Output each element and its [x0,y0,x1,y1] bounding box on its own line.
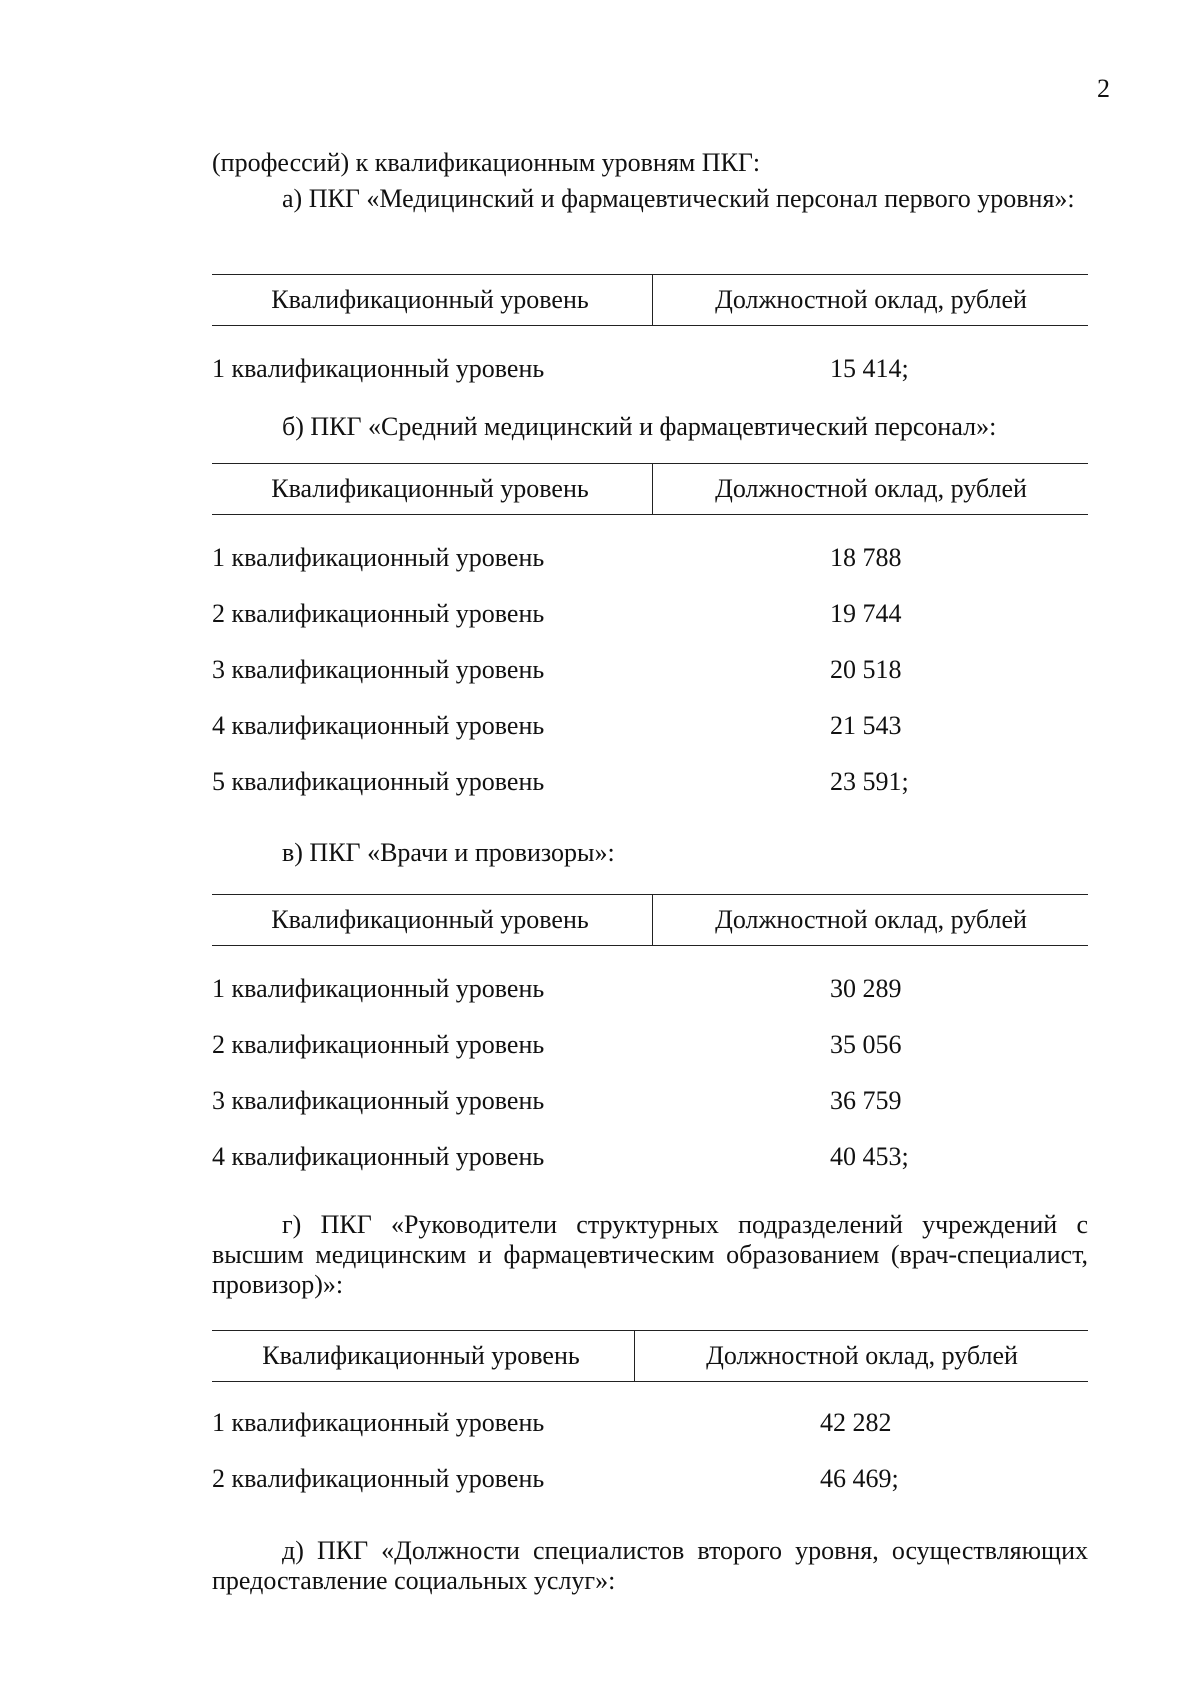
table-g-col-level: Квалификационный уровень [262,1341,580,1370]
table-g-col-divider [634,1331,635,1381]
table-v-col-level: Квалификационный уровень [271,905,589,934]
row-salary: 42 282 [820,1408,892,1437]
row-salary: 20 518 [830,655,902,684]
section-v-heading: в) ПКГ «Врачи и провизоры»: [282,838,615,867]
table-a-header [212,274,1088,326]
row-level: 3 квалификационный уровень [212,1086,545,1115]
row-salary: 18 788 [830,543,902,572]
section-g-heading: г) ПКГ «Руководители структурных подразделений учреждений с высшим медицинским и фармацевтическим образованием (врач-специалист, провизор)»: [212,1210,1088,1299]
row-level: 1 квалификационный уровень [212,354,545,383]
row-salary: 23 591; [830,767,909,796]
table-v [212,894,1088,1171]
row-salary: 15 414; [830,354,909,383]
table-a [212,274,1088,383]
table-b-col-level: Квалификационный уровень [271,474,589,503]
row-salary: 19 744 [830,599,902,628]
table-b-col-divider [652,464,653,514]
section-a-heading: а) ПКГ «Медицинский и фармацевтический персонал первого уровня»: [282,184,1075,213]
table-g-col-salary: Должностной оклад, рублей [706,1341,1018,1370]
row-level: 5 квалификационный уровень [212,767,545,796]
row-salary: 36 759 [830,1086,902,1115]
table-v-col-divider [652,895,653,945]
table-b-header [212,463,1088,515]
table-v-col-salary: Должностной оклад, рублей [715,905,1027,934]
row-level: 1 квалификационный уровень [212,1408,545,1437]
row-salary: 40 453; [830,1142,909,1171]
row-level: 1 квалификационный уровень [212,974,545,1003]
table-a-col-divider [652,275,653,325]
table-a-col-salary: Должностной оклад, рублей [715,285,1027,314]
table-v-header [212,894,1088,946]
intro-line: (профессий) к квалификационным уровням ПКГ: [212,148,761,177]
row-level: 3 квалификационный уровень [212,655,545,684]
row-level: 2 квалификационный уровень [212,1464,545,1493]
row-salary: 46 469; [820,1464,899,1493]
row-salary: 21 543 [830,711,902,740]
table-a-col-level: Квалификационный уровень [271,285,589,314]
table-g [212,1330,1088,1493]
table-b-col-salary: Должностной оклад, рублей [715,474,1027,503]
section-b-heading: б) ПКГ «Средний медицинский и фармацевтический персонал»: [282,412,997,441]
row-salary: 30 289 [830,974,902,1003]
table-b [212,463,1088,796]
row-salary: 35 056 [830,1030,902,1059]
page-number: 2 [1097,74,1110,103]
section-d-heading: д) ПКГ «Должности специалистов второго уровня, осуществляющих предоставление социальных услуг»: [212,1536,1088,1595]
row-level: 1 квалификационный уровень [212,543,545,572]
row-level: 2 квалификационный уровень [212,599,545,628]
row-level: 4 квалификационный уровень [212,1142,545,1171]
row-level: 2 квалификационный уровень [212,1030,545,1059]
table-g-header [212,1330,1088,1382]
row-level: 4 квалификационный уровень [212,711,545,740]
